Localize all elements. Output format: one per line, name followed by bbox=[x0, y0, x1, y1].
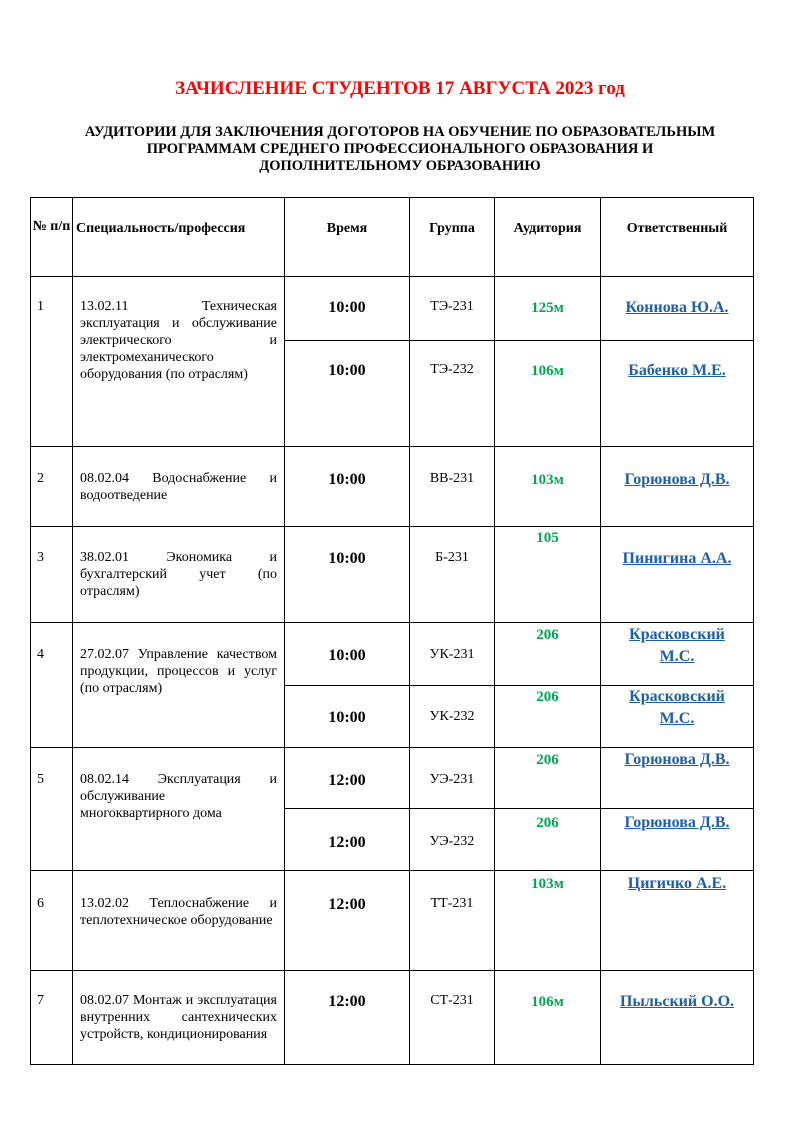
responsible-link[interactable]: Цигичко А.Е. bbox=[627, 875, 727, 892]
row-number: 4 bbox=[37, 647, 44, 662]
group-cell: УК-232 bbox=[429, 709, 475, 724]
specialty-cell: 13.02.11 Техническая эксплуатация и обслуживание электрического и электромеханического оборудования (по отраслям) bbox=[80, 299, 277, 382]
room-cell: 206 bbox=[536, 627, 559, 643]
time-cell: 12:00 bbox=[328, 993, 366, 1010]
room-cell: 106м bbox=[531, 363, 564, 379]
time-cell: 10:00 bbox=[328, 299, 366, 316]
responsible-link[interactable]: Горюнова Д.В. bbox=[624, 471, 730, 488]
row-number: 7 bbox=[37, 993, 44, 1008]
group-cell: ВВ-231 bbox=[429, 471, 475, 486]
time-cell: 10:00 bbox=[328, 550, 366, 567]
room-cell: 103м bbox=[531, 876, 564, 892]
specialty-cell: 08.02.14 Эксплуатация и обслуживание многоквартирного дома bbox=[80, 772, 277, 821]
page-subtitle bbox=[40, 124, 760, 175]
time-cell: 12:00 bbox=[328, 896, 366, 913]
group-cell: УЭ-231 bbox=[429, 772, 475, 787]
row-number: 5 bbox=[37, 772, 44, 787]
specialty-cell: 38.02.01 Экономика и бухгалтерский учет (по отраслям) bbox=[80, 550, 277, 599]
room-cell: 103м bbox=[531, 472, 564, 488]
row-number: 3 bbox=[37, 550, 44, 565]
header-specialty: Специальность/профессия bbox=[76, 221, 246, 236]
group-cell: Б-231 bbox=[435, 550, 469, 565]
group-cell: УК-231 bbox=[429, 647, 475, 662]
header-responsible: Ответственный bbox=[626, 221, 728, 236]
specialty-cell: 08.02.07 Монтаж и эксплуатация внутренних сантехнических устройств, кондиционирования bbox=[80, 993, 277, 1042]
header-group: Группа bbox=[429, 221, 475, 236]
room-cell: 125м bbox=[531, 300, 564, 316]
specialty-cell: 13.02.02 Теплоснабжение и теплотехническое оборудование bbox=[80, 896, 277, 928]
specialty-cell: 27.02.07 Управление качеством продукции, процессов и услуг (по отраслям) bbox=[80, 647, 277, 696]
subtitle-line: ДОПОЛНИТЕЛЬНОМУ ОБРАЗОВАНИЮ bbox=[259, 158, 541, 174]
group-cell: ТЭ-232 bbox=[430, 362, 474, 377]
time-cell: 10:00 bbox=[328, 362, 366, 379]
room-cell: 106м bbox=[531, 994, 564, 1010]
specialty-cell: 08.02.04 Водоснабжение и водоотведение bbox=[80, 471, 277, 503]
time-cell: 10:00 bbox=[328, 709, 366, 726]
row-number: 2 bbox=[37, 471, 44, 486]
group-cell: ТЭ-231 bbox=[430, 299, 474, 314]
time-cell: 12:00 bbox=[328, 834, 366, 851]
subtitle-line: АУДИТОРИИ ДЛЯ ЗАКЛЮЧЕНИЯ ДОГОТОРОВ НА ОБУЧЕНИЕ ПО ОБРАЗОВАТЕЛЬНЫМ bbox=[84, 124, 716, 140]
room-cell: 206 bbox=[536, 815, 559, 831]
group-cell: ТТ-231 bbox=[430, 896, 474, 911]
row-number: 1 bbox=[37, 299, 44, 314]
responsible-link[interactable]: Коннова Ю.А. bbox=[625, 299, 729, 316]
responsible-link[interactable]: Красковский М.С. bbox=[629, 626, 725, 665]
responsible-link[interactable]: Горюнова Д.В. bbox=[624, 814, 730, 831]
group-cell: УЭ-232 bbox=[429, 834, 475, 849]
room-cell: 206 bbox=[536, 752, 559, 768]
responsible-link[interactable]: Пыльский О.О. bbox=[619, 993, 735, 1010]
header-room: Аудитория bbox=[513, 221, 582, 236]
header-time: Время bbox=[326, 221, 368, 236]
responsible-link[interactable]: Горюнова Д.В. bbox=[624, 751, 730, 768]
row-number: 6 bbox=[37, 896, 44, 911]
responsible-link[interactable]: Бабенко М.Е. bbox=[628, 362, 726, 379]
group-cell: СТ-231 bbox=[430, 993, 474, 1008]
room-cell: 105 bbox=[536, 530, 559, 546]
header-num: № п/п bbox=[32, 219, 71, 234]
time-cell: 10:00 bbox=[328, 647, 366, 664]
subtitle-line: ПРОГРАММАМ СРЕДНЕГО ПРОФЕССИОНАЛЬНОГО ОБРАЗОВАНИЯ И bbox=[146, 141, 654, 157]
page-title: ЗАЧИСЛЕНИЕ СТУДЕНТОВ 17 АВГУСТА 2023 год bbox=[175, 78, 625, 99]
room-cell: 206 bbox=[536, 689, 559, 705]
responsible-link[interactable]: Пинигина А.А. bbox=[622, 550, 732, 567]
time-cell: 12:00 bbox=[328, 772, 366, 789]
responsible-link[interactable]: Красковский М.С. bbox=[629, 688, 725, 727]
time-cell: 10:00 bbox=[328, 471, 366, 488]
